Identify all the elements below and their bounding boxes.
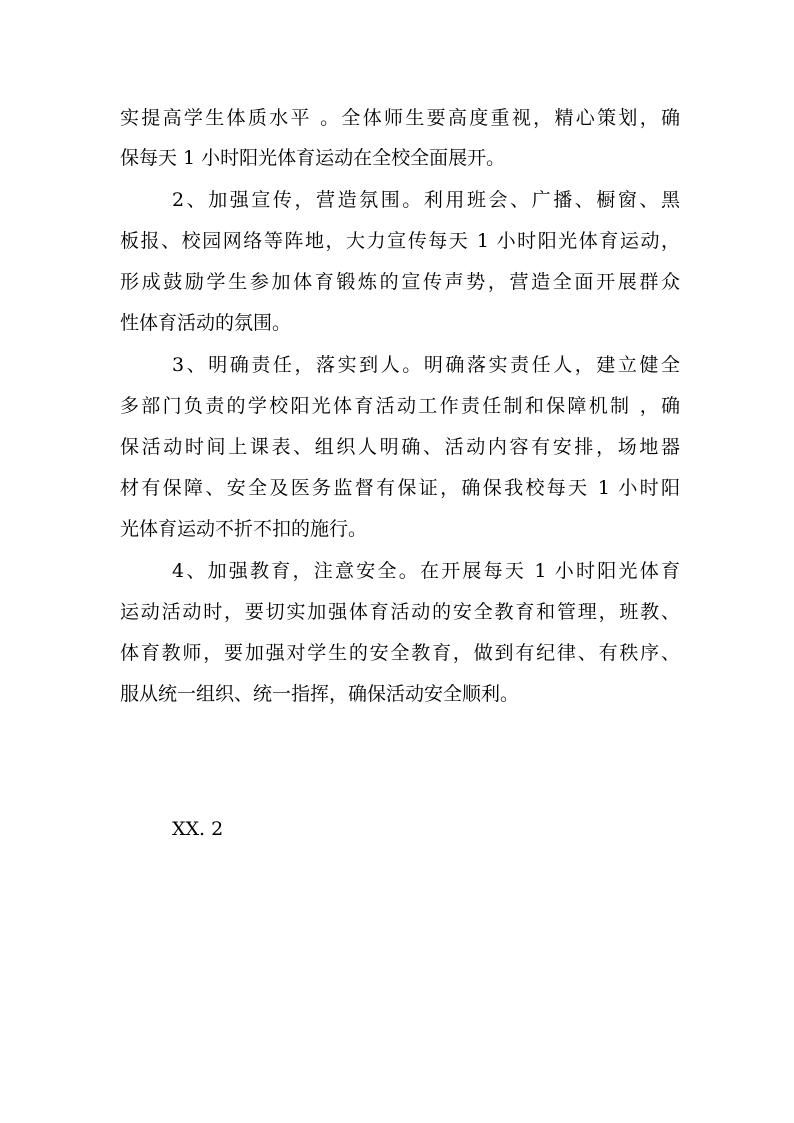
paragraph-2-line-4: 性体育活动的氛围。 xyxy=(120,312,292,334)
paragraph-1-line-2: 保每天 1 小时阳光体育运动在全校全面展开。 xyxy=(120,147,506,169)
paragraph-3-line-1: 3、明确责任，落实到人。明确落实责任人，建立健全 xyxy=(172,354,680,376)
paragraph-3-line-5: 光体育运动不折不扣的施行。 xyxy=(120,518,368,540)
paragraph-3-line-2: 多部门负责的学校阳光体育活动工作责任制和保障机制 ，确 xyxy=(120,395,680,417)
paragraph-3-line-3: 保活动时间上课表、组织人明确、活动内容有安排，场地器 xyxy=(120,436,680,458)
document-date: XX. 2 xyxy=(172,818,224,840)
paragraph-4-line-2: 运动活动时，要切实加强体育活动的安全教育和管理，班教、 xyxy=(120,601,680,623)
paragraph-4-line-3: 体育教师，要加强对学生的安全教育，做到有纪律、有秩序、 xyxy=(120,642,680,664)
paragraph-4-line-1: 4、加强教育，注意安全。在开展每天 1 小时阳光体育 xyxy=(172,560,680,582)
paragraph-2-line-3: 形成鼓励学生参加体育锻炼的宣传声势，营造全面开展群众 xyxy=(120,271,680,293)
paragraph-1-line-1: 实提高学生体质水平 。全体师生要高度重视，精心策划，确 xyxy=(120,107,680,129)
paragraph-2-line-1: 2、加强宣传，营造氛围。利用班会、广播、橱窗、黑 xyxy=(172,189,680,211)
paragraph-2-line-2: 板报、校园网络等阵地，大力宣传每天 1 小时阳光体育运动， xyxy=(120,230,680,252)
paragraph-3-line-4: 材有保障、安全及医务监督有保证，确保我校每天 1 小时阳 xyxy=(120,477,680,499)
paragraph-4-line-4: 服从统一组织、统一指挥，确保活动安全顺利。 xyxy=(120,683,520,705)
